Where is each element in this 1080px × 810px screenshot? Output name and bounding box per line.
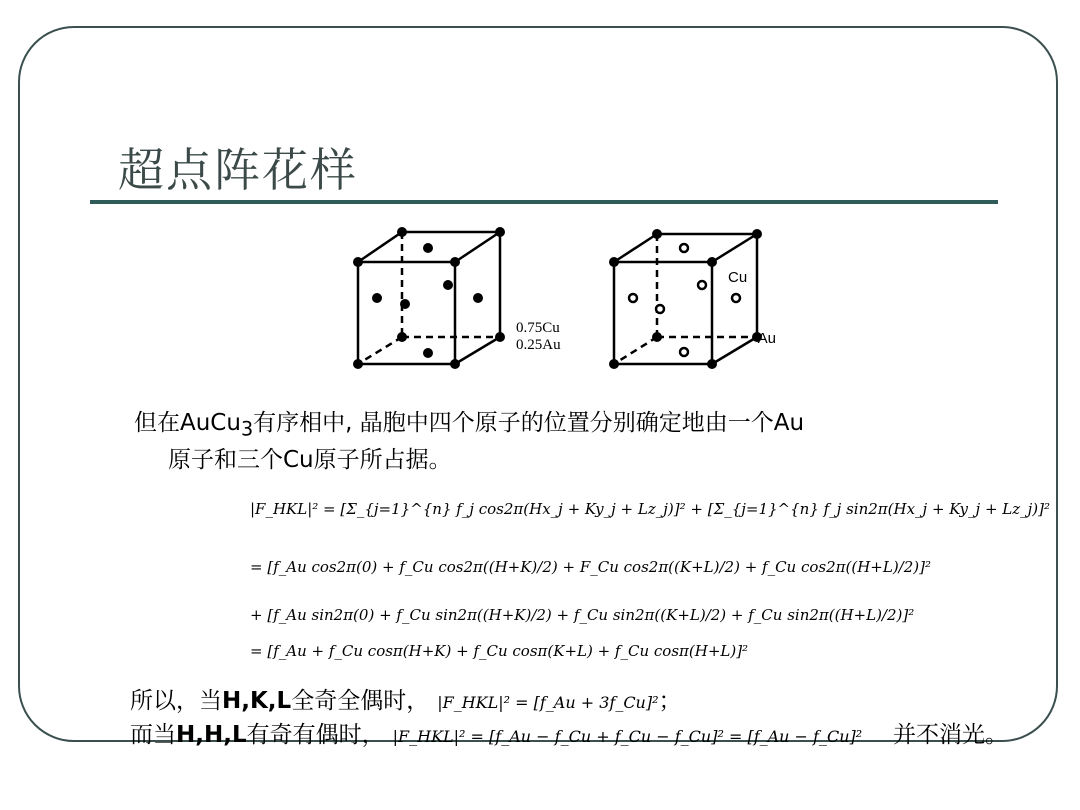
- condition-2-formula: |F_HKL|² = [f_Au − f_Cu + f_Cu − f_Cu]² = [f_Au − f_Cu]²: [392, 727, 863, 746]
- cu-label: Cu: [728, 269, 748, 286]
- equation-line-2: = [f_Au cos2π(0) + f_Cu cos2π((H+K)/2) + F_Cu cos2π((K+L)/2) + f_Cu cos2π((H+L)/2)]²: [250, 558, 931, 576]
- conclusion-tail: 并不消光。: [893, 722, 1008, 748]
- au-label: Au: [757, 330, 776, 347]
- composition-label-cu: 0.75Cu: [516, 320, 560, 336]
- composition-label-au: 0.25Au: [516, 337, 561, 353]
- equation-line-4: = [f_Au + f_Cu cosπ(H+K) + f_Cu cosπ(K+L) + f_Cu cosπ(H+L)]²: [250, 642, 749, 660]
- description-paragraph: 但在AuCu$_3$有序相中, 晶胞中四个原子的位置分别确定地由一个Au 原子和三个Cu原子所占据。: [134, 410, 805, 473]
- unit-cell-figure: [340, 222, 780, 382]
- ordered-cube: [609, 229, 762, 369]
- conclusion-line-1: 所以，当H,K,L全奇全偶时， |F_HKL|² = [f_Au + 3f_Cu]²；: [130, 688, 682, 714]
- slide-title: 超点阵花样: [118, 143, 358, 197]
- equation-line-3: + [f_Au sin2π(0) + f_Cu sin2π((H+K)/2) + f_Cu sin2π((K+L)/2) + f_Cu sin2π((H+L)/2)]²: [250, 606, 915, 624]
- condition-1-formula: |F_HKL|² = [f_Au + 3f_Cu]²: [437, 693, 659, 712]
- conclusion-line-2: 而当H,H,L有奇有偶时， |F_HKL|² = [f_Au − f_Cu + f_Cu − f_Cu]² = [f_Au − f_Cu]²: [130, 722, 863, 748]
- title-underline: [90, 200, 998, 204]
- equation-line-1: |F_HKL|² = [Σ_{j=1}^{n} f_j cos2π(Hx_j + Ky_j + Lz_j)]² + [Σ_{j=1}^{n} f_j sin2π(Hx_j + Ky_j + Lz_j)]²: [250, 500, 1051, 518]
